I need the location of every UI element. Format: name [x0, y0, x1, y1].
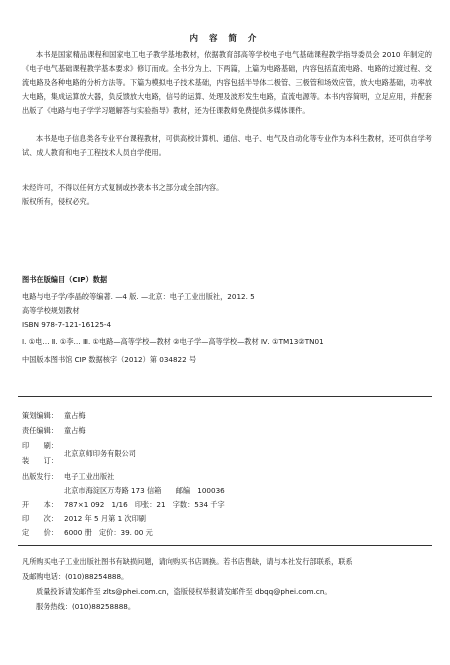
footer-service-hotline: 服务热线：(010)88258888。 [36, 602, 136, 611]
cip-line-1: 电路与电子学/李晶皎等编著. —4 版. —北京：电子工业出版社，2012. 5 [22, 292, 255, 301]
publisher-address: 北京市海淀区万寿路 173 信箱 邮编 100036 [64, 486, 225, 495]
planner-name: 童占梅 [64, 411, 86, 420]
publisher-label: 出版发行： [22, 472, 58, 481]
footer-complaint-email: 质量投诉请发邮件至 zlts@phei.com.cn，盗版侵权举报请发邮件至 dbqq@phei.com.cn。 [36, 587, 332, 596]
rights-reserved: 版权所有，侵权必究。 [22, 197, 94, 206]
summary-paragraph-2: 本书是电子信息类各专业平台课程教材，可供高校计算机、通信、电子、电气及自动化等专业作为本科生教材，还可供自学考试、成人教育和电子工程技术人员自学使用。 [22, 134, 432, 157]
summary-title: 内 容 简 介 [189, 34, 261, 44]
editor-label: 责任编辑： [22, 426, 58, 435]
divider-bottom [18, 545, 432, 546]
price-info: 6000 册 定价：39. 00 元 [64, 528, 153, 537]
cip-heading: 图书在版编目（CIP）数据 [22, 275, 108, 284]
price-label: 定 价： [22, 528, 58, 537]
edition-info: 2012 年 5 月第 1 次印刷 [64, 514, 146, 523]
cip-line-2: 高等学校规划教材 [22, 306, 80, 315]
divider-top [18, 396, 432, 397]
cip-number: 中国版本图书馆 CIP 数据核字（2012）第 034822 号 [22, 355, 197, 364]
binding-label: 装 订： [22, 456, 58, 465]
cip-line-4: Ⅰ. ①电… Ⅱ. ①李… Ⅲ. ①电路—高等学校—教材 ②电子学—高等学校—教材 Ⅳ. ①TM13②TN01 [22, 337, 324, 346]
edition-label: 印 次： [22, 514, 58, 523]
footer-line-2: 及邮购电话：(010)88254888。 [22, 572, 129, 581]
cip-isbn: ISBN 978-7-121-16125-4 [22, 320, 112, 329]
footer-line-1: 凡所购买电子工业出版社图书有缺损问题，请向购买书店调换。若书店售缺，请与本社发行部联系，联系 [22, 557, 353, 566]
format-info: 787×1 092 1/16 印张：21 字数：534 千字 [64, 500, 225, 509]
planner-label: 策划编辑： [22, 411, 58, 420]
editor-name: 童占梅 [64, 426, 86, 435]
format-label: 开 本： [22, 500, 58, 509]
print-label: 印 刷： [22, 441, 58, 450]
printer-name: 北京京师印务有限公司 [64, 449, 136, 458]
summary-paragraph-1: 本书是国家精品课程和国家电工电子教学基地教材，依据教育部高等学校电子电气基础课程教学指导委员会 2010 年制定的《电子电气基础课程教学基本要求》修订而成。全书分为上、下两篇，上篇为电路基础，内容包括直流电路、电路的过渡过程、交流电路及各种电路的分析方法等。下篇为模拟电子技术基础，内容包括半导体二极管、三极管和场效应管，放大电路基础，功率放大电路，集成运算放大器，负反馈放大电路，信号的运算、处理及波形发生电路，直流电源等。本书内容简明，立足应用，并配套出版了《电路与电子学学习题解答与实验指导》教材，还为任课教师免费提供多媒体课件。 [22, 50, 432, 115]
publisher-name: 电子工业出版社 [64, 472, 115, 481]
copyright-notice: 未经许可，不得以任何方式复制或抄袭本书之部分或全部内容。 [22, 183, 224, 192]
